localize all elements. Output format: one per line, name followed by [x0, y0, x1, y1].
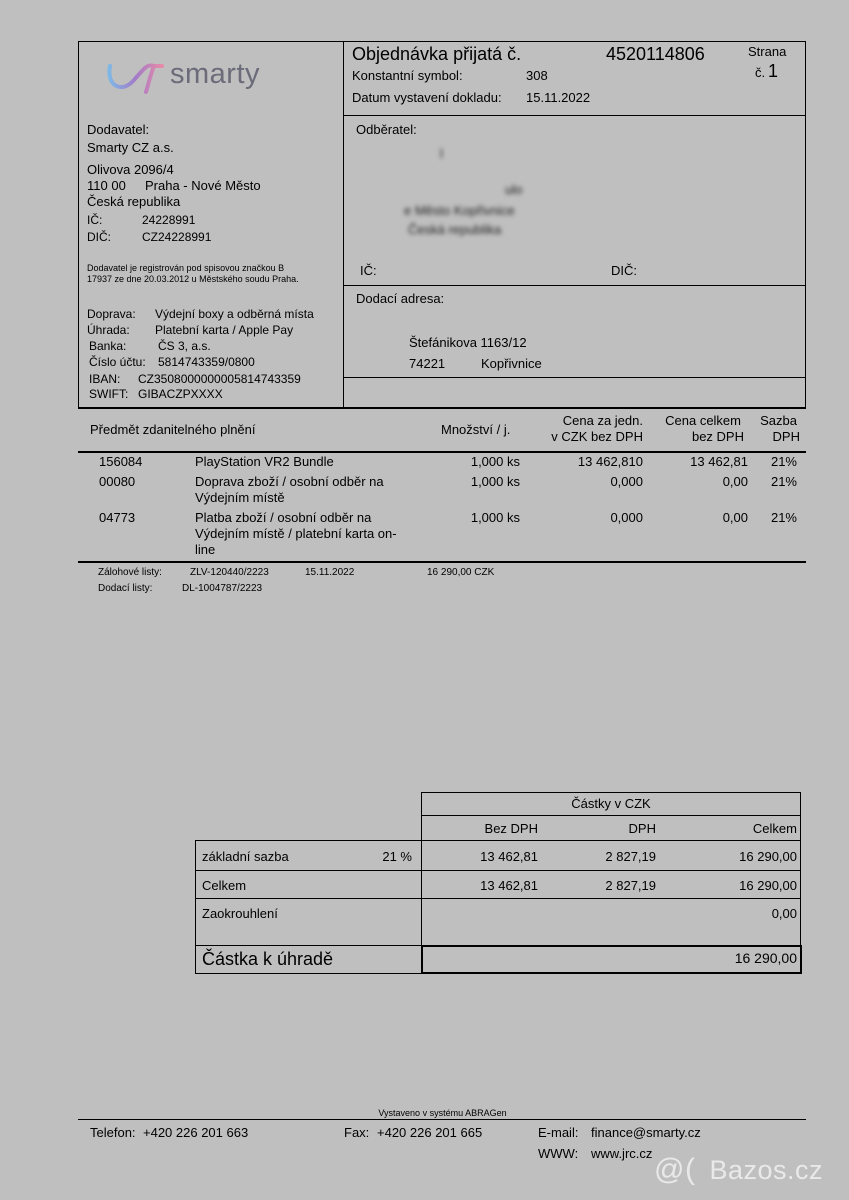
- symbol-value: 308: [526, 68, 548, 83]
- item-description: Výdejním místě / platební karta on-: [195, 526, 397, 541]
- date-value: 15.11.2022: [526, 90, 591, 105]
- summary-top: [421, 792, 801, 793]
- item-total: 0,00: [722, 510, 748, 525]
- customer-blurred-line-1: l: [440, 146, 443, 161]
- footer-email-label: E-mail:: [538, 1125, 579, 1140]
- swift-value: GIBACZPXXXX: [138, 387, 223, 401]
- rate-label: základní sazba: [202, 849, 289, 864]
- rate-value: 21 %: [382, 849, 412, 864]
- items-header-line: [78, 451, 806, 453]
- col-subject: Předmět zdanitelného plnění: [90, 422, 256, 437]
- summary-row2-line: [195, 898, 801, 899]
- rate-vat: 2 827,19: [605, 849, 656, 864]
- delivery-street: Štefánikova 1163/12: [409, 335, 527, 350]
- summary-heading-line: [421, 815, 801, 816]
- item-description: line: [195, 542, 216, 557]
- item-quantity: 1,000 ks: [470, 474, 520, 489]
- symbol-label: Konstantní symbol:: [352, 68, 463, 83]
- iban-value: CZ3508000000005814743359: [138, 372, 301, 386]
- footer-phone-label: Telefon:: [90, 1125, 136, 1140]
- item-description: PlayStation VR2 Bundle: [195, 454, 334, 469]
- footer-line: [78, 1119, 806, 1120]
- customer-blurred-line-2: ulo: [505, 182, 523, 197]
- item-unit-price: 13 462,810: [577, 454, 643, 469]
- delivery-note-label: Dodací listy:: [98, 583, 153, 594]
- bank-label: Banka:: [89, 339, 127, 353]
- item-code: 156084: [99, 454, 143, 469]
- advance-amount: 16 290,00 CZK: [427, 567, 495, 578]
- watermark-at-icon: @(: [654, 1153, 696, 1186]
- account-value: 5814743359/0800: [158, 355, 255, 369]
- swift-label: SWIFT:: [89, 387, 129, 401]
- customer-ic-label: IČ:: [360, 263, 377, 278]
- advance-label: Zálohové listy:: [98, 567, 162, 578]
- customer-divider: [343, 285, 806, 286]
- frame-middle: [343, 41, 344, 408]
- frame-left: [78, 41, 79, 408]
- customer-heading: Odběratel:: [356, 122, 417, 137]
- page-number: 1: [768, 61, 779, 81]
- supplier-ic-label: IČ:: [87, 213, 103, 227]
- smarty-logo-icon: [104, 60, 166, 98]
- supplier-dic-label: DIČ:: [87, 230, 111, 244]
- frame-top: [78, 41, 806, 42]
- col-unit-price-1: Cena za jedn.: [562, 413, 643, 428]
- supplier-city: Praha - Nové Město: [145, 178, 261, 193]
- col-unit-price-2: v CZK bez DPH: [551, 429, 643, 444]
- summary-col-vat: DPH: [628, 821, 656, 836]
- iban-label: IBAN:: [89, 372, 121, 386]
- rate-total: 16 290,00: [739, 849, 797, 864]
- item-description: Doprava zboží / osobní odběr na: [195, 474, 384, 489]
- summary-left-outer: [195, 840, 196, 974]
- supplier-country: Česká republika: [87, 194, 181, 209]
- supplier-zip: 110 00: [87, 178, 126, 193]
- summary-bottom: [195, 973, 421, 974]
- bank-value: ČS 3, a.s.: [158, 339, 211, 353]
- transport-label: Doprava:: [87, 307, 136, 321]
- header-divider: [343, 115, 806, 116]
- total-total: 16 290,00: [739, 878, 797, 893]
- supplier-heading: Dodavatel:: [87, 122, 150, 137]
- item-quantity: 1,000 ks: [470, 454, 520, 469]
- due-value: 16 290,00: [734, 950, 797, 966]
- col-rate-2: DPH: [772, 429, 800, 444]
- col-quantity: Množství / j.: [441, 422, 511, 437]
- supplier-street: Olivova 2096/4: [87, 162, 174, 177]
- col-rate-1: Sazba: [760, 413, 797, 428]
- rate-base: 13 462,81: [480, 849, 538, 864]
- summary-colheader-line: [195, 840, 801, 841]
- summary-heading: Částky v CZK: [571, 796, 651, 811]
- item-rate: 21%: [770, 454, 797, 469]
- footer-fax-label: Fax:: [344, 1125, 370, 1140]
- registry-line-1: Dodavatel je registrován pod spisovou značkou B: [87, 263, 285, 273]
- col-total-2: bez DPH: [691, 429, 744, 444]
- supplier-dic-value: CZ24228991: [142, 230, 212, 244]
- logo-text: smarty: [170, 58, 260, 90]
- supplier-ic-value: 24228991: [142, 213, 196, 227]
- item-total: 13 462,81: [690, 454, 748, 469]
- item-code: 04773: [99, 510, 136, 525]
- date-label: Datum vystavení dokladu:: [352, 90, 502, 105]
- footer-email-value: finance@smarty.cz: [591, 1125, 701, 1140]
- supplier-name: Smarty CZ a.s.: [87, 140, 174, 155]
- footer-phone-value: +420 226 201 663: [143, 1125, 249, 1140]
- due-label: Částka k úhradě: [202, 949, 334, 969]
- rounding-value: 0,00: [771, 906, 797, 921]
- advance-doc: ZLV-120440/2223: [190, 567, 269, 578]
- transport-value: Výdejní boxy a odběrná místa: [155, 307, 314, 321]
- footer-system: Vystaveno v systému ABRAGen: [378, 1108, 507, 1118]
- registry-line-2: 17937 ze dne 20.03.2012 u Městského soudu Praha.: [87, 274, 299, 284]
- item-unit-price: 0,000: [610, 510, 643, 525]
- frame-bottom: [78, 407, 806, 409]
- total-base: 13 462,81: [480, 878, 538, 893]
- item-code: 00080: [99, 474, 136, 489]
- total-vat: 2 827,19: [605, 878, 656, 893]
- col-total-1: Cena celkem: [665, 413, 741, 428]
- delivery-heading: Dodací adresa:: [356, 291, 445, 306]
- payment-label: Úhrada:: [87, 323, 130, 337]
- customer-dic-label: DIČ:: [611, 263, 637, 278]
- item-total: 0,00: [722, 474, 748, 489]
- items-bottom-line: [78, 561, 806, 563]
- delivery-divider: [343, 377, 806, 378]
- customer-blurred-line-4: Česká republika: [408, 222, 502, 237]
- customer-blurred-line-3: e Město Kopřivnice: [404, 203, 515, 218]
- account-label: Číslo účtu:: [89, 355, 146, 369]
- page-label: Strana: [748, 44, 787, 59]
- page-no-label: č.: [755, 65, 766, 80]
- item-rate: 21%: [770, 474, 797, 489]
- payment-value: Platební karta / Apple Pay: [155, 323, 294, 337]
- total-label: Celkem: [202, 878, 247, 893]
- watermark: [654, 1153, 823, 1187]
- order-number: 4520114806: [606, 44, 705, 64]
- summary-row1-line: [195, 870, 801, 871]
- delivery-zip: 74221: [409, 356, 446, 371]
- item-description: Platba zboží / osobní odběr na: [195, 510, 372, 525]
- summary-col-base: Bez DPH: [484, 821, 538, 836]
- footer-fax-value: +420 226 201 665: [377, 1125, 483, 1140]
- item-unit-price: 0,000: [610, 474, 643, 489]
- delivery-note-doc: DL-1004787/2223: [182, 583, 263, 594]
- summary-col-total: Celkem: [752, 821, 797, 836]
- footer-www-label: WWW:: [538, 1146, 579, 1161]
- footer-www-value: www.jrc.cz: [591, 1146, 653, 1161]
- item-quantity: 1,000 ks: [470, 510, 520, 525]
- document-title: Objednávka přijatá č.: [352, 44, 522, 64]
- rounding-label: Zaokrouhlení: [202, 906, 278, 921]
- watermark-text: Bazos.cz: [709, 1155, 824, 1185]
- item-rate: 21%: [770, 510, 797, 525]
- advance-date: 15.11.2022: [305, 567, 355, 578]
- frame-right: [805, 41, 806, 408]
- item-description: Výdejním místě: [195, 490, 285, 505]
- delivery-city: Kopřivnice: [481, 356, 542, 371]
